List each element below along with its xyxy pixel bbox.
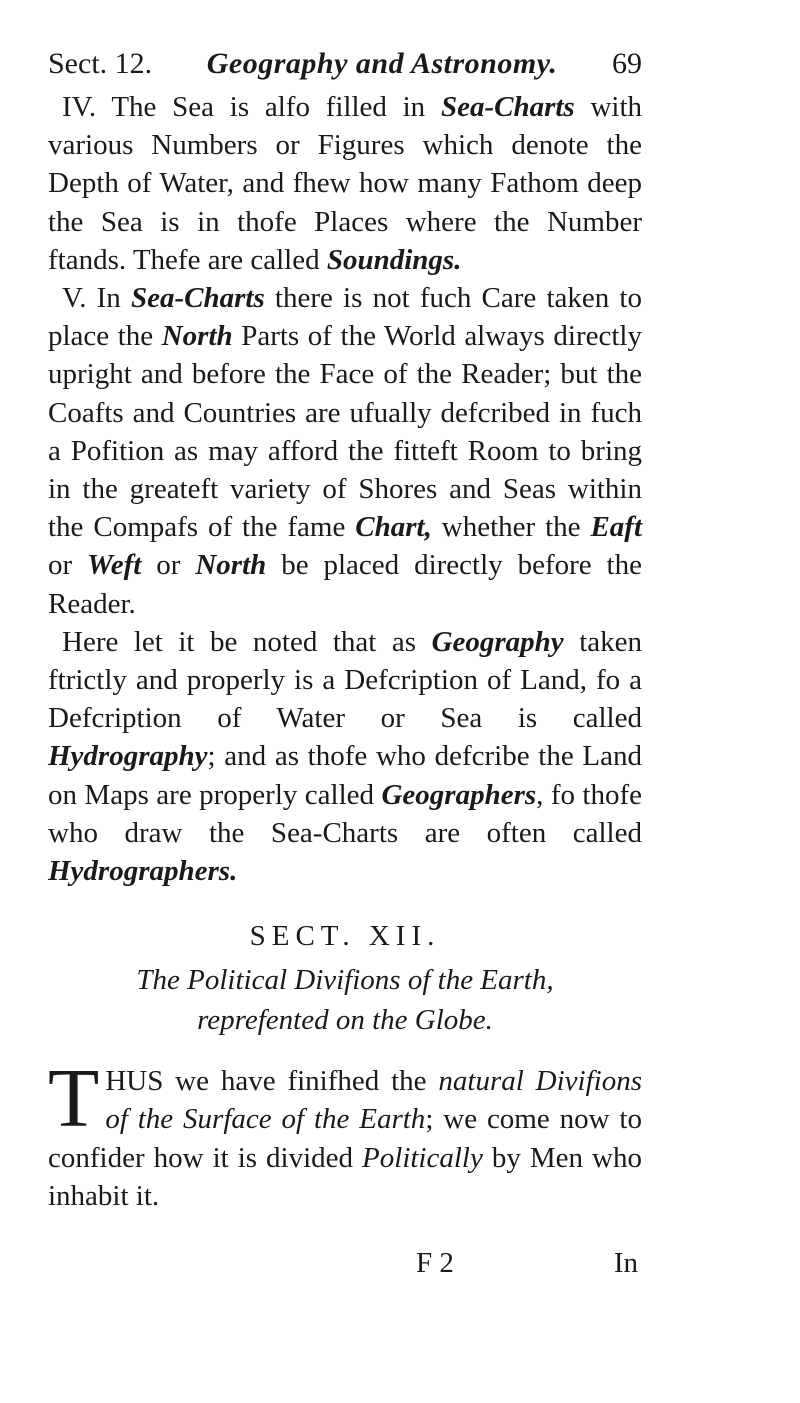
text-run: In: [86, 282, 131, 315]
italic-run: Hydrography: [48, 740, 208, 773]
paragraph-note: [48, 623, 642, 890]
header-page-number: 69: [612, 47, 642, 80]
text-run: with various Numbers or Figures which denote the Depth of Water, and fhew how many Fathom deep the Sea is in thofe Places where the Number ftands. Thefe are called: [48, 91, 643, 276]
text-run: by Men who inhabit it.: [48, 1141, 642, 1212]
paragraph-v: [48, 279, 642, 623]
text-run: The Sea is alfo filled in: [96, 91, 441, 123]
italic-run: natural Divifions of the Surface of the Earth: [105, 1065, 642, 1136]
italic-run: North: [195, 549, 267, 582]
italic-run: Soundings.: [326, 243, 462, 276]
running-header: [48, 40, 642, 88]
paragraph-number: V.: [62, 282, 87, 315]
text-run: there is not fuch Care taken to place the: [48, 282, 642, 353]
signature-mark: F 2: [415, 1247, 454, 1280]
header-section: Sect. 12.: [48, 47, 153, 80]
page-footer: [48, 1244, 642, 1282]
text-run: , fo thofe who draw the Sea-Charts are often called: [48, 778, 642, 849]
text-run: or: [48, 549, 88, 582]
header-title: Geography and Astronomy.: [206, 47, 558, 80]
text-run: be placed directly before the Reader.: [48, 549, 642, 620]
catchword: In: [613, 1247, 638, 1280]
italic-run: Chart,: [355, 511, 432, 544]
text-run: whether the: [431, 511, 591, 544]
italic-run: Geographers: [381, 778, 537, 811]
text-run: Here let it be noted that as: [62, 625, 432, 658]
italic-run: Weft: [87, 549, 142, 582]
text-run: HUS we have finifhed the: [105, 1065, 439, 1098]
text-run: or: [141, 549, 196, 582]
book-page: [48, 40, 642, 1282]
section-title: The Political Divifions of the Earth, reprefented on the Globe.: [136, 964, 554, 1037]
text-run: taken ftrictly and properly is a Defcription of Land, fo a Defcription of Water or Sea is called: [48, 625, 642, 735]
text-run: ; we come now to confider how it is divided: [48, 1103, 642, 1174]
text-run: ; and as thofe who defcribe the Land on Maps are properly called: [48, 740, 642, 811]
text-run: Parts of the World always directly upright and before the Face of the Reader; but the Coafts and Countries are ufually defcribed in fuch a Pofition as may afford the fitteft Room to bring in the greateft variety of Shores and Seas within the Compafs of the fame: [48, 320, 642, 544]
italic-run: Hydrographers.: [48, 855, 238, 888]
paragraph-iv: [48, 88, 642, 279]
italic-run: North: [161, 320, 233, 353]
italic-run: Eaft: [590, 511, 642, 544]
italic-run: Sea-Charts: [130, 282, 265, 315]
section-heading: SECT. XII.: [249, 920, 441, 953]
paragraph-number: IV.: [62, 91, 97, 123]
italic-run: Sea-Charts: [440, 91, 575, 123]
italic-run: Geography: [431, 625, 564, 658]
drop-cap: T: [48, 1052, 100, 1146]
section-opening-paragraph: [48, 1052, 642, 1215]
italic-run: Politically: [362, 1141, 483, 1174]
